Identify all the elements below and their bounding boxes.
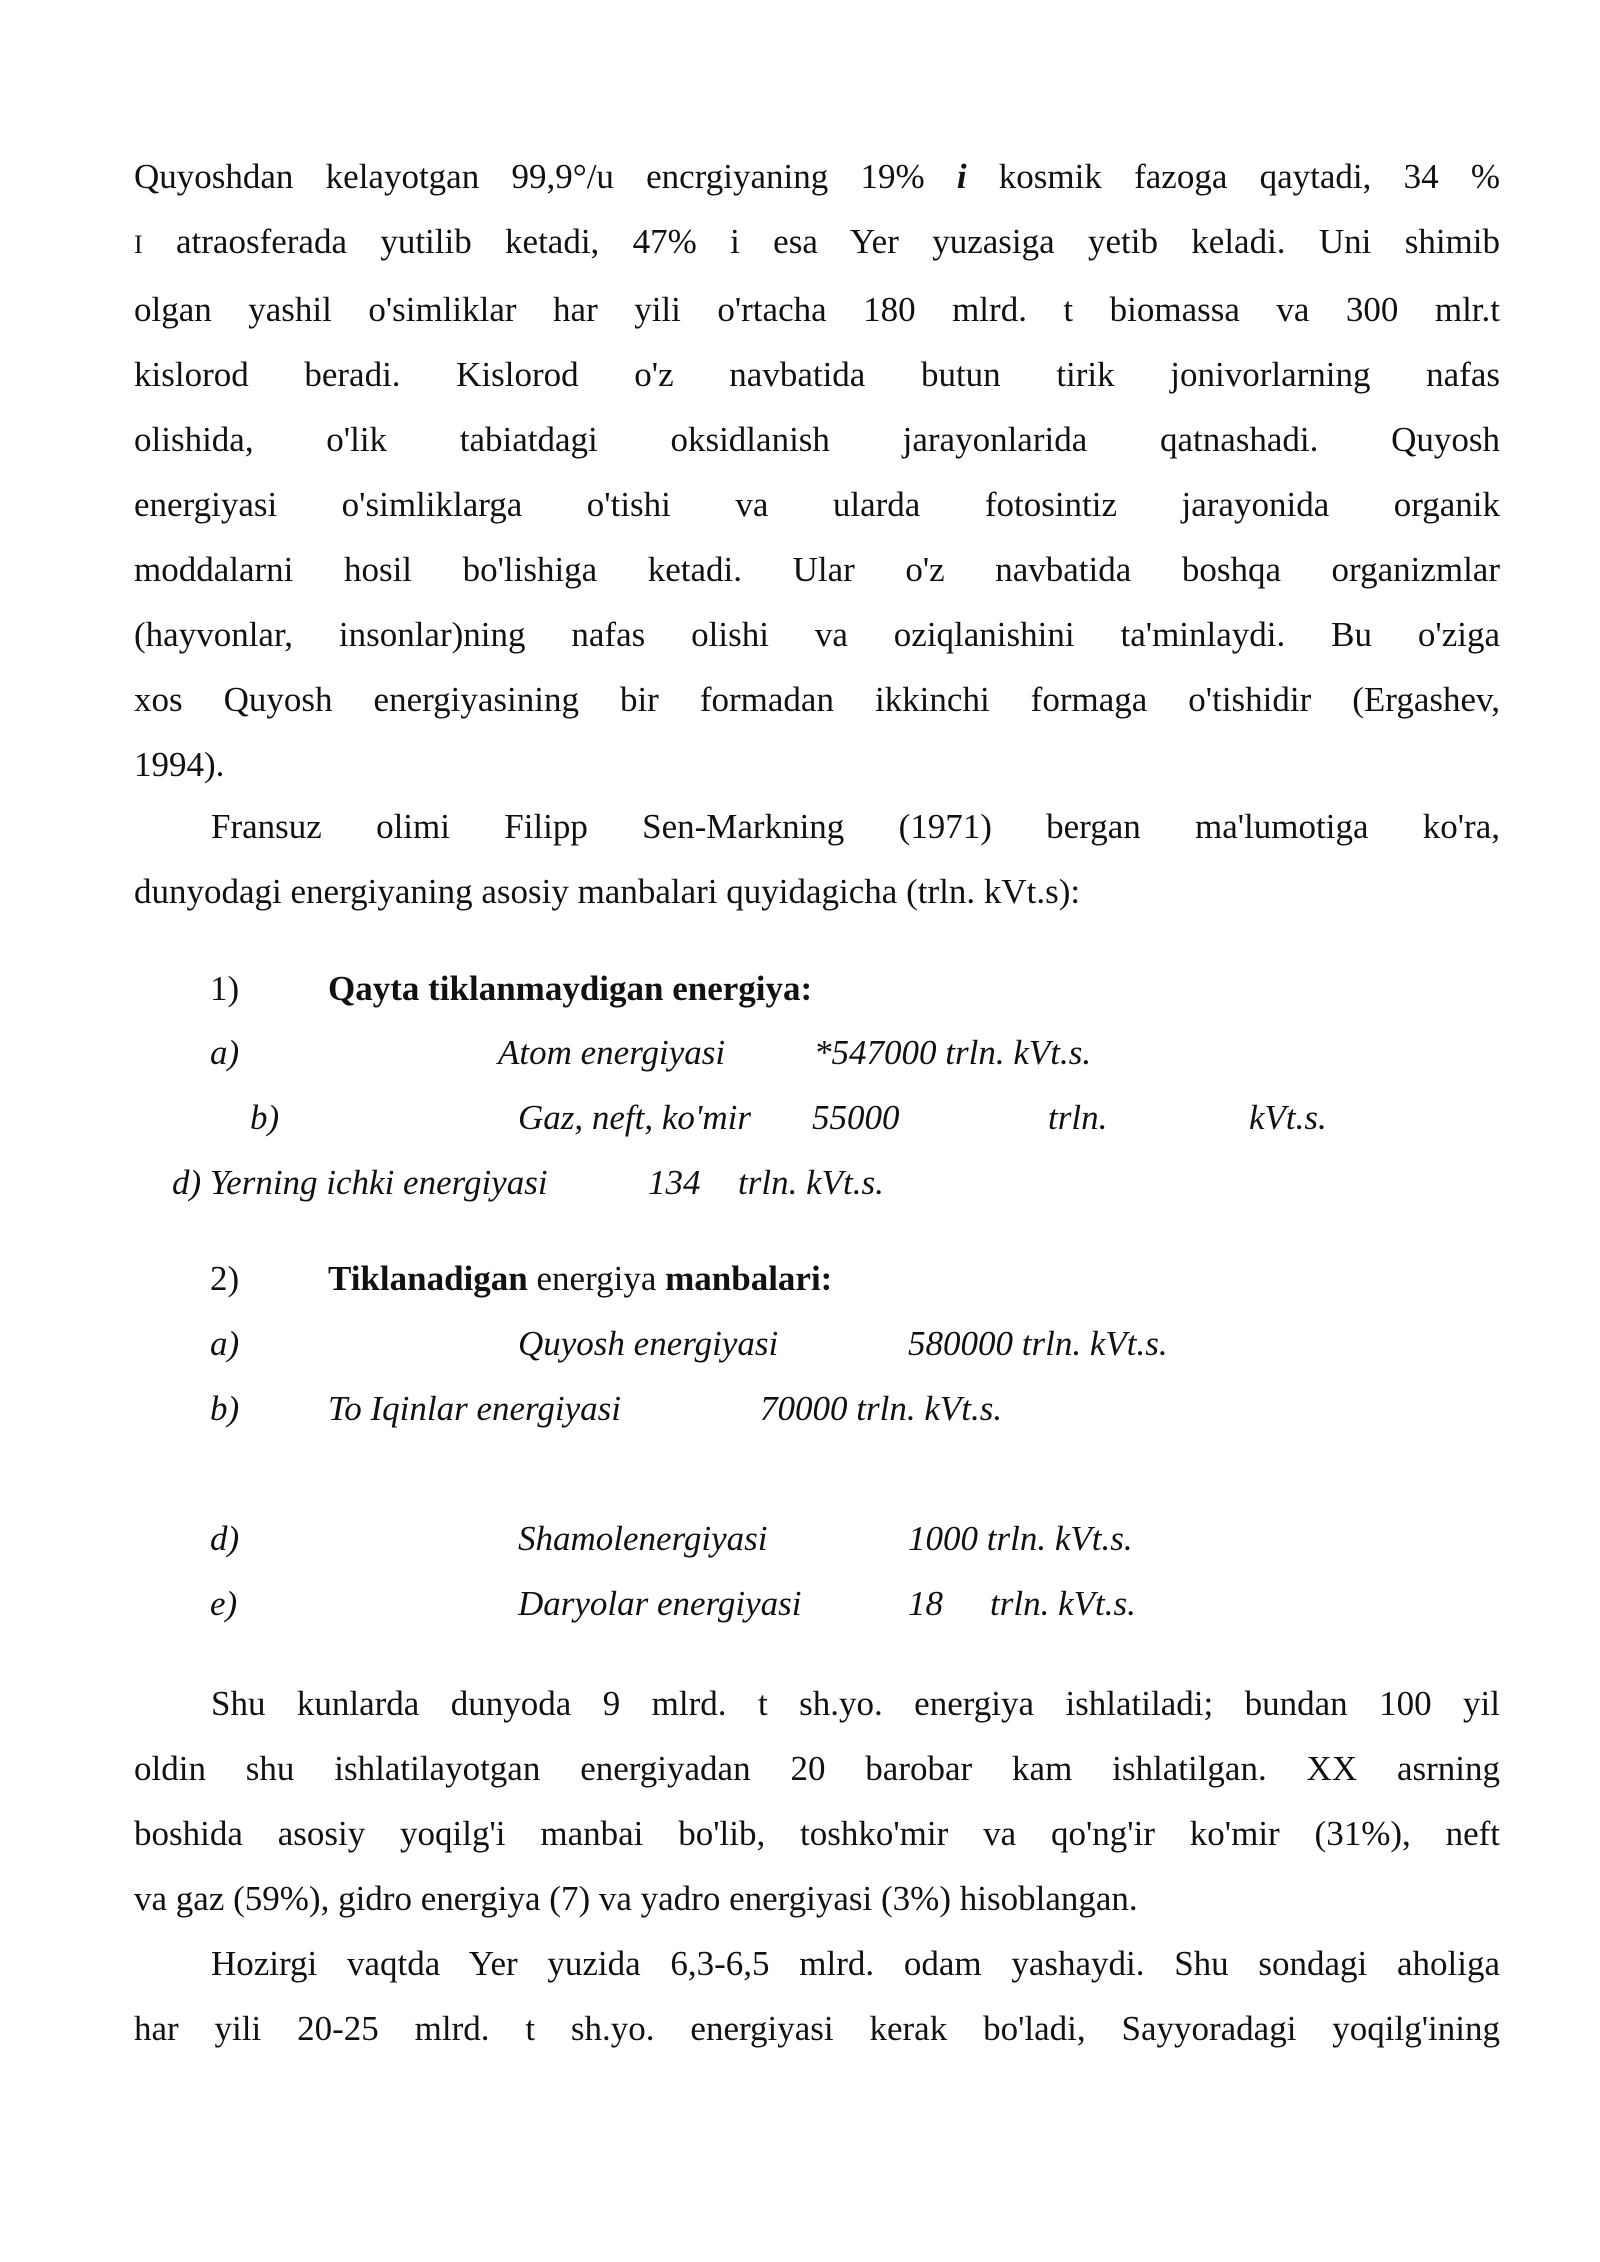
energy-value: 55000 [812,1098,900,1137]
text-line [134,209,1500,277]
text-span: kosmik fazoga qaytadi, 34 % [966,157,1500,196]
text-span: i [956,157,967,196]
text-line [134,144,1500,209]
paragraph-intro [134,144,1500,797]
list-letter: b) [210,1389,240,1428]
list-letter: d) [210,1519,240,1558]
energy-value: 134 [648,1163,701,1202]
energy-name: Yerning ichki energiyasi [209,1163,548,1202]
text-line: dunyodagi energiyaning asosiy manbalari quyidagicha (trln. kVt.s): [134,872,1081,911]
list-letter: a) [210,1324,240,1363]
energy-unit: trln. kVt.s. [990,1584,1136,1623]
text-span: Quyoshdan kelayotgan 99,9°/u encrgiyaning 19% [134,157,957,196]
paragraph-population [134,1931,1500,2061]
text-line: oldin shu ishlatilayotgan energiyadan 20 barobar kam ishlatilgan. XX asrning [134,1749,1500,1788]
text-line: Shu kunlarda dunyoda 9 mlrd. t sh.yo. energiya ishlatiladi; bundan 100 yil [211,1684,1500,1723]
energy-name: To Iqinlar energiyasi [328,1389,621,1428]
text-line: olishida, o'lik tabiatdagi oksidlanish jarayonlarida qatnashadi. Quyosh [134,420,1500,459]
energy-value: 18 [908,1584,943,1623]
text-line: va gaz (59%), gidro energiya (7) va yadro energiyasi (3%) hisoblangan. [134,1879,1138,1918]
text-line: olgan yashil o'simliklar har yili o'rtacha 180 mlrd. t biomassa va 300 mlr.t [134,290,1500,329]
section-heading: Qayta tiklanmaydigan energiya: [328,969,813,1008]
energy-name: Shamolenergiyasi [518,1519,768,1558]
energy-value: *547000 trln. kVt.s. [814,1033,1092,1072]
energy-row [172,1161,548,1205]
energy-name: Gaz, neft, ko'mir [518,1098,752,1137]
section-heading [328,1257,832,1301]
energy-name: Quyosh energiyasi [518,1324,779,1363]
list-number: 2) [210,1259,240,1298]
energy-unit: trln. [1048,1098,1108,1137]
list-letter: d) [172,1163,202,1202]
text-line: energiyasi o'simliklarga o'tishi va ularda fotosintiz jarayonida organik [134,485,1500,524]
text-line: Hozirgi vaqtda Yer yuzida 6,3-6,5 mlrd. odam yashaydi. Shu sondagi aholiga [211,1944,1500,1983]
text-line: 1994). [134,745,225,784]
energy-name: Atom energiyasi [498,1033,726,1072]
energy-value: 580000 trln. kVt.s. [908,1324,1168,1363]
text-line: kislorod beradi. Kislorod o'z navbatida butun tirik jonivorlarning nafas [134,355,1500,394]
heading-bold: manbalari: [665,1259,833,1298]
heading-plain: energiya [527,1259,666,1298]
list-letter: e) [210,1584,238,1623]
text-span: atraosferada yutilib ketadi, 47% i esa Yer yuzasiga yetib keladi. Uni shimib [142,222,1500,261]
energy-name: Daryolar energiyasi [518,1584,802,1623]
heading-bold: Tiklanadigan [328,1259,528,1298]
text-span: I [134,230,143,259]
text-line: boshida asosiy yoqilg'i manbai bo'lib, toshko'mir va qo'ng'ir ko'mir (31%), neft [134,1814,1500,1853]
list-letter: b) [250,1098,280,1137]
text-line: har yili 20-25 mlrd. t sh.yo. energiyasi kerak bo'ladi, Sayyoradagi yoqilg'ining [134,2009,1500,2048]
text-line: (hayvonlar, insonlar)ning nafas olishi va oziqlanishini ta'minlaydi. Bu o'ziga [134,615,1500,654]
paragraph-sources-intro [134,794,1500,924]
text-line: xos Quyosh energiyasining bir formadan ikkinchi formaga o'tishidir (Ergashev, [134,680,1500,719]
energy-value: 1000 trln. kVt.s. [908,1519,1133,1558]
energy-unit: trln. kVt.s. [738,1163,884,1202]
text-line: moddalarni hosil bo'lishiga ketadi. Ular o'z navbatida boshqa organizmlar [134,550,1500,589]
text-line: Fransuz olimi Filipp Sen-Markning (1971) bergan ma'lumotiga ko'ra, [211,807,1500,846]
paragraph-consumption [134,1671,1500,1931]
list-number: 1) [210,969,240,1008]
list-letter: a) [210,1033,240,1072]
energy-value: 70000 trln. kVt.s. [760,1389,1003,1428]
energy-unit: kVt.s. [1249,1098,1327,1137]
